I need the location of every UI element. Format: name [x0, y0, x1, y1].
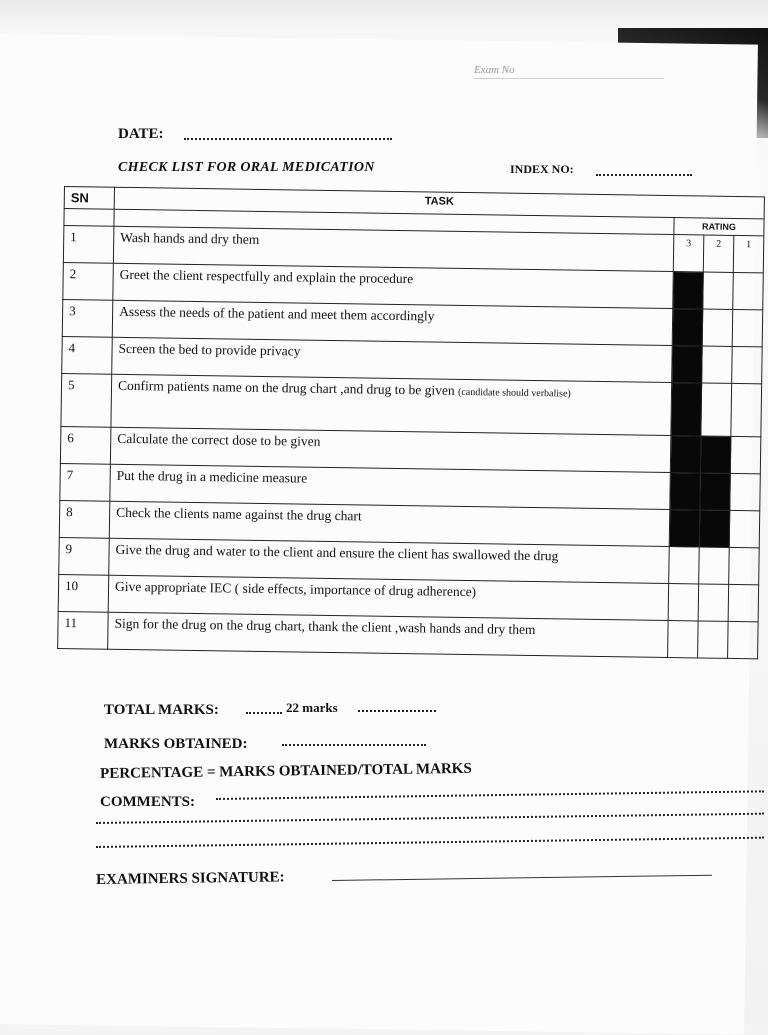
row-sn: 9: [59, 537, 110, 575]
form-reference-line: [474, 78, 664, 79]
row-sn: 4: [62, 336, 113, 374]
row-sn: 6: [60, 426, 111, 464]
rating-cell-blocked: [700, 436, 731, 473]
rating-cell[interactable]: [701, 383, 732, 436]
row-task: Greet the client respectfully and explain the procedure: [113, 263, 673, 308]
row-sn: 8: [59, 500, 110, 538]
rating-cell-blocked: [670, 473, 701, 510]
rating-cell[interactable]: [730, 473, 761, 510]
row-task: Put the drug in a medicine measure: [110, 464, 670, 509]
rating-cell-blocked: [672, 309, 703, 346]
row-task: [111, 374, 672, 435]
rating-cell[interactable]: [702, 309, 733, 346]
rating-cell[interactable]: [698, 621, 729, 658]
rating-cell[interactable]: [730, 436, 761, 473]
comments-label: COMMENTS:: [100, 794, 195, 810]
date-field[interactable]: [184, 138, 392, 140]
rating-cell[interactable]: [669, 547, 700, 584]
rating-cell[interactable]: [699, 547, 730, 584]
task-header: TASK: [114, 187, 764, 219]
header-spacer-sn: [64, 209, 114, 227]
index-no-field[interactable]: [596, 174, 692, 176]
rating-cell-blocked: [699, 510, 730, 547]
rating-cell[interactable]: [668, 584, 699, 621]
rating-cell[interactable]: [729, 510, 760, 547]
date-label: DATE:: [118, 126, 164, 142]
row-task: Sign for the drug on the drug chart, thank the client ,wash hands and dry them: [108, 612, 668, 657]
rating-cell-blocked: [669, 510, 700, 547]
index-no-label: INDEX NO:: [510, 162, 574, 176]
row-sn: 3: [62, 299, 113, 337]
rating-cell[interactable]: [733, 272, 764, 309]
checklist-table: [57, 186, 765, 659]
row-sn: 1: [63, 226, 114, 264]
total-marks-dots-end: [358, 710, 436, 712]
rating-scale-3: 3: [673, 235, 704, 272]
row-sn: 2: [63, 262, 114, 300]
row-task: Assess the needs of the patient and meet them accordingly: [112, 300, 672, 345]
row-task: Check the clients name against the drug chart: [109, 501, 669, 546]
rating-cell[interactable]: [732, 346, 763, 383]
row-task: Give the drug and water to the client and ensure the client has swallowed the drug: [109, 538, 669, 583]
rating-cell[interactable]: [668, 621, 699, 658]
rating-cell[interactable]: [728, 584, 759, 621]
row-task: Calculate the correct dose to be given: [110, 427, 670, 472]
total-marks-value: 22 marks: [286, 700, 338, 715]
rating-cell-blocked: [671, 383, 702, 436]
rating-cell[interactable]: [703, 272, 734, 309]
rating-cell[interactable]: [698, 584, 729, 621]
row-sn: 11: [58, 611, 109, 649]
checklist-title: CHECK LIST FOR ORAL MEDICATION: [118, 160, 375, 175]
rating-cell-blocked: [672, 346, 703, 383]
rating-header: RATING: [674, 218, 764, 236]
rating-cell[interactable]: [729, 547, 760, 584]
rating-cell[interactable]: [731, 383, 762, 436]
rating-scale-1: 1: [733, 235, 764, 272]
row-task: Screen the bed to provide privacy: [112, 337, 672, 382]
total-marks-dots: [246, 712, 282, 714]
row-sn: 5: [61, 373, 112, 427]
row-sn: 10: [58, 574, 109, 612]
row-sn: 7: [60, 463, 111, 501]
rating-cell[interactable]: [702, 346, 733, 383]
rating-scale-2: 2: [703, 235, 734, 272]
row-task-text: Confirm patients name on the drug chart ,and drug to be given: [117, 377, 455, 398]
examiners-signature-label: EXAMINERS SIGNATURE:: [96, 869, 285, 888]
rating-cell[interactable]: [732, 309, 763, 346]
rating-cell-blocked: [670, 436, 701, 473]
sn-header: SN: [64, 187, 114, 210]
rating-cell-blocked: [700, 473, 731, 510]
percentage-formula: PERCENTAGE = MARKS OBTAINED/TOTAL MARKS: [100, 760, 472, 782]
form-reference: Exam No: [474, 64, 515, 76]
marks-obtained-field[interactable]: [282, 744, 426, 746]
rating-cell[interactable]: [728, 621, 759, 658]
marks-obtained-label: MARKS OBTAINED:: [104, 736, 248, 752]
row-task: Give appropriate IEC ( side effects, importance of drug adherence): [108, 575, 668, 620]
total-marks-label: TOTAL MARKS:: [104, 702, 219, 718]
row-task-note: (candidate should verbalise): [457, 386, 571, 400]
row-task: Wash hands and dry them: [113, 226, 673, 271]
rating-cell-blocked: [673, 272, 704, 309]
